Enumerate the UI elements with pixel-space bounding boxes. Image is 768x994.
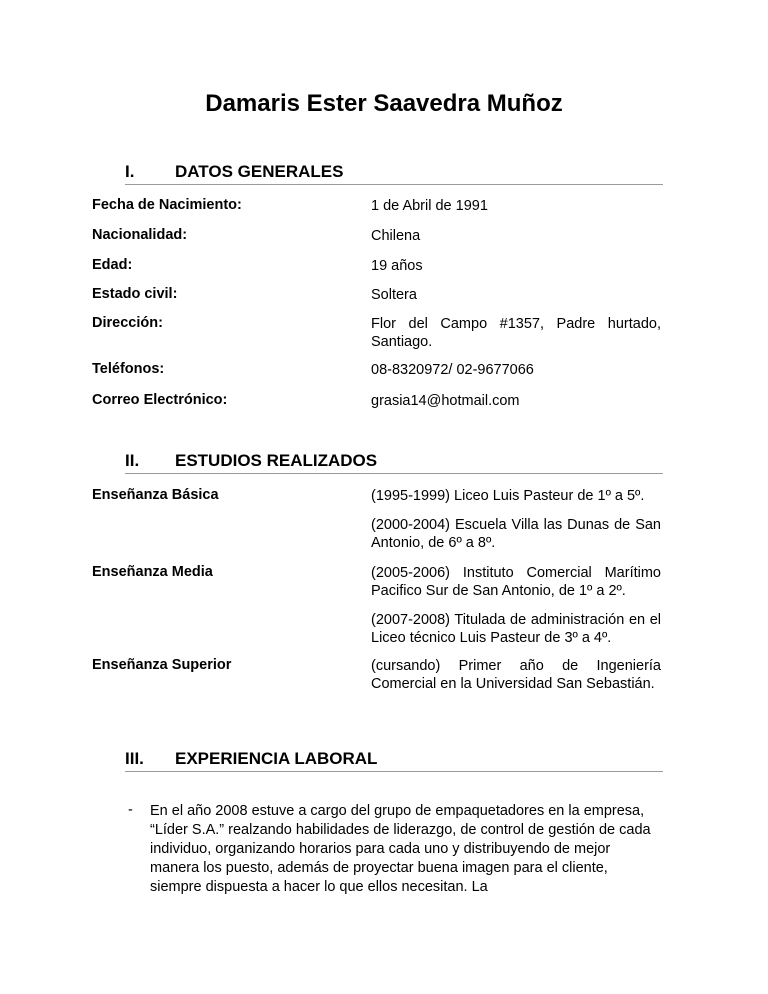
section-title: EXPERIENCIA LABORAL xyxy=(175,749,378,768)
label-estado-civil: Estado civil: xyxy=(92,286,178,302)
label-telefonos: Teléfonos: xyxy=(92,361,165,377)
value-fecha-nacimiento: 1 de Abril de 1991 xyxy=(371,198,488,214)
value-basica-2: (2000-2004) Escuela Villa las Dunas de San Antonio, de 6º a 8º. xyxy=(371,517,661,551)
value-basica-1: (1995-1999) Liceo Luis Pasteur de 1º a 5º. xyxy=(371,488,645,504)
label-nacionalidad: Nacionalidad: xyxy=(92,227,188,243)
section-title: ESTUDIOS REALIZADOS xyxy=(175,451,378,470)
value-direccion: Flor del Campo #1357, Padre hurtado, Santiago. xyxy=(371,316,661,350)
label-ensenanza-media: Enseñanza Media xyxy=(92,564,213,580)
section-number: I. xyxy=(125,162,135,181)
label-ensenanza-basica: Enseñanza Básica xyxy=(92,487,219,503)
page-title: Damaris Ester Saavedra Muñoz xyxy=(205,90,563,117)
section-header-estudios xyxy=(125,451,663,474)
value-media-2: (2007-2008) Titulada de administración en el Liceo técnico Luis Pasteur de 3º a 4º. xyxy=(371,612,661,646)
section-header-datos-generales xyxy=(125,162,663,185)
label-edad: Edad: xyxy=(92,257,133,273)
label-correo: Correo Electrónico: xyxy=(92,392,228,408)
value-estado-civil: Soltera xyxy=(371,287,417,303)
value-superior-1: (cursando) Primer año de Ingeniería Comercial en la Universidad San Sebastián. xyxy=(371,658,661,692)
section-header-experiencia xyxy=(125,749,663,772)
label-direccion: Dirección: xyxy=(92,315,163,331)
value-nacionalidad: Chilena xyxy=(371,228,421,244)
bullet-dash: - xyxy=(128,802,133,818)
label-fecha-nacimiento: Fecha de Nacimiento: xyxy=(92,197,242,213)
section-number: III. xyxy=(125,749,144,768)
section-number: II. xyxy=(125,451,140,470)
value-edad: 19 años xyxy=(371,258,423,274)
value-telefonos: 08-8320972/ 02-9677066 xyxy=(371,362,534,378)
experience-paragraph: En el año 2008 estuve a cargo del grupo de empaquetadores en la empresa, “Líder S.A.” realzando habilidades de liderazgo, de control de gestión de cada individuo, organizando horarios para cada uno y distribuyendo de mejor manera los puesto, además de proyectar buena imagen para el cliente, siempre dispuesta a hacer lo que ellos necesitan. La xyxy=(150,803,651,895)
label-ensenanza-superior: Enseñanza Superior xyxy=(92,657,232,673)
section-title: DATOS GENERALES xyxy=(175,162,344,181)
value-media-1: (2005-2006) Instituto Comercial Marítimo Pacifico Sur de San Antonio, de 1º a 2º. xyxy=(371,565,661,599)
value-correo: grasia14@hotmail.com xyxy=(371,393,520,409)
